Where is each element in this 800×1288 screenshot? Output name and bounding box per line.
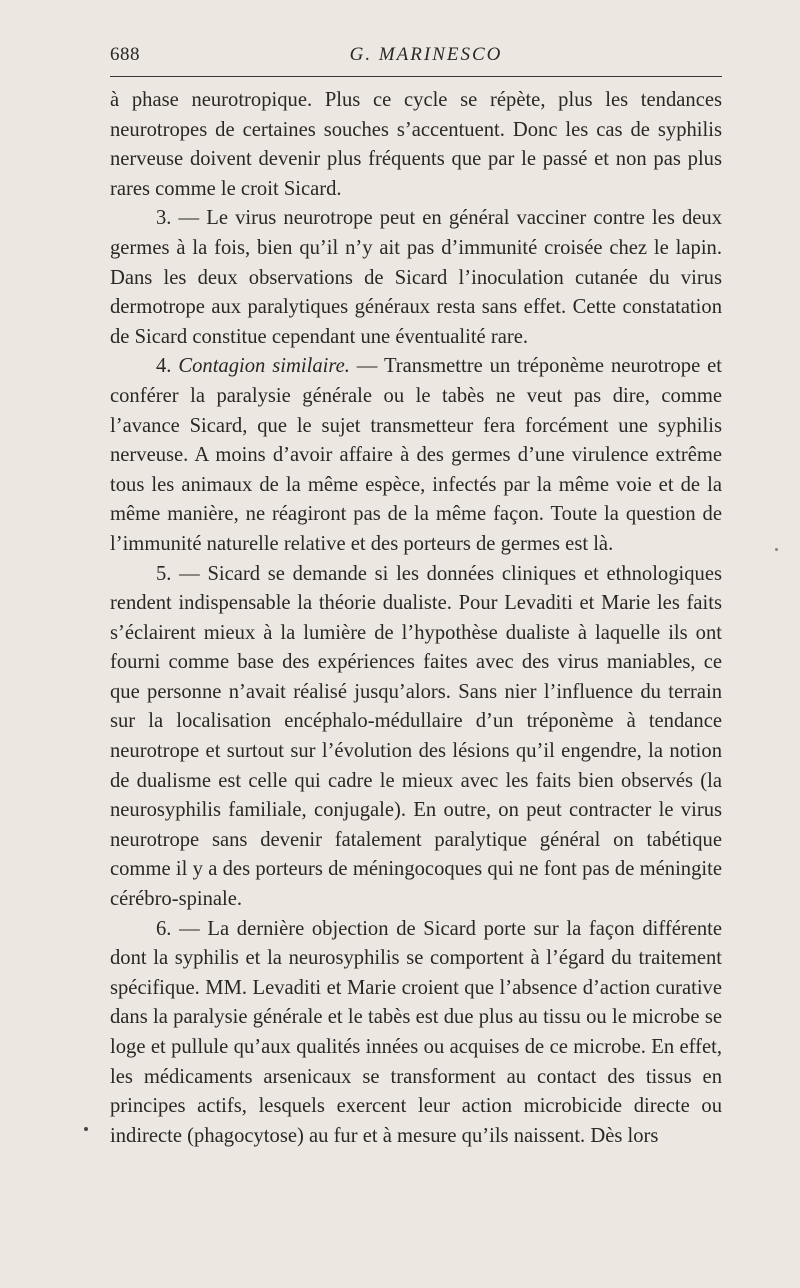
paragraph-point-4 xyxy=(110,352,722,559)
paragraph-point-3: 3. — Le virus neurotrope peut en général vacciner contre les deux germes à la fois, bien qu’il n’y ait pas d’immunité croisée chez le lapin. Dans les deux observations de Sicard l’inoculation cutanée du virus dermotrope aux paralytiques généraux resta sans effet. Cette constatation de Sicard constitue cependant une éventualité rare. xyxy=(110,207,722,348)
page-number: 688 xyxy=(110,44,140,65)
paragraph-continuation: à phase neurotropique. Plus ce cycle se répète, plus les tendances neurotropes de certaines souches s’accentuent. Donc les cas de syphilis nerveuse doivent devenir plus fréquents que par le passé et non pas plus rares comme le croit Sicard. xyxy=(110,89,722,200)
running-title: G. MARINESCO xyxy=(349,44,503,65)
paragraph-point-5: 5. — Sicard se demande si les données cliniques et ethnologiques rendent indispensable la théorie dualiste. Pour Levaditi et Marie les faits s’éclairent mieux à la lumière de l’hypothèse dualiste à laquelle ils ont fourni comme base des expériences faites avec des virus maniables, ce que personne n’avait réalisé jusqu’alors. Sans nier l’influence du terrain sur la localisation encéphalo-médullaire d’un tréponème à tendance neurotrope et surtout sur l’évolution des lésions qu’il engendre, la notion de dualisme est celle qui cadre le mieux avec les faits bien observés (la neurosyphilis familiale, conjugale). En outre, on peut contracter le virus neurotrope sans devenir fatalement paralytique général on tabétique comme il y a des porteurs de méningocoques qui ne font pas de méningite cérébro-spinale. xyxy=(110,562,722,911)
margin-speck xyxy=(84,1127,88,1131)
point-4-text: — Transmettre un tréponème neurotrope et conférer la paralysie générale ou le tabès ne veut pas dire, comme l’avance Sicard, que le sujet transmetteur fera forcément une syphilis nerveuse. A moins d’avoir affaire à des germes d’une virulence extrême tous les animaux de la même espèce, infectés par la même voie et de la même manière, ne réagiront pas de la même façon. Toute la question de l’immunité naturelle relative et des porteurs de germes est là. xyxy=(110,355,722,555)
point-4-number: 4. xyxy=(156,355,179,378)
point-4-heading: Contagion similaire. xyxy=(178,355,350,378)
header-rule xyxy=(110,76,722,77)
paragraph-point-6: 6. — La dernière objection de Sicard porte sur la façon différente dont la syphilis et la neurosyphilis se comportent à l’égard du traitement spécifique. MM. Levaditi et Marie croient que l’absence d’action curative dans la paralysie générale et le tabès est due plus au tissu ou le microbe se loge et pullule qu’aux qualités innées ou acquises de ce microbe. En effet, les médicaments arsenicaux se transforment au contact des tissus en principes actifs, lesquels exercent leur action microbicide directe ou indirecte (phagocytose) au fur et à mesure qu’ils naissent. Dès lors xyxy=(110,917,722,1147)
margin-speck xyxy=(775,548,778,551)
body-text xyxy=(110,86,722,1151)
page-header xyxy=(110,44,722,70)
